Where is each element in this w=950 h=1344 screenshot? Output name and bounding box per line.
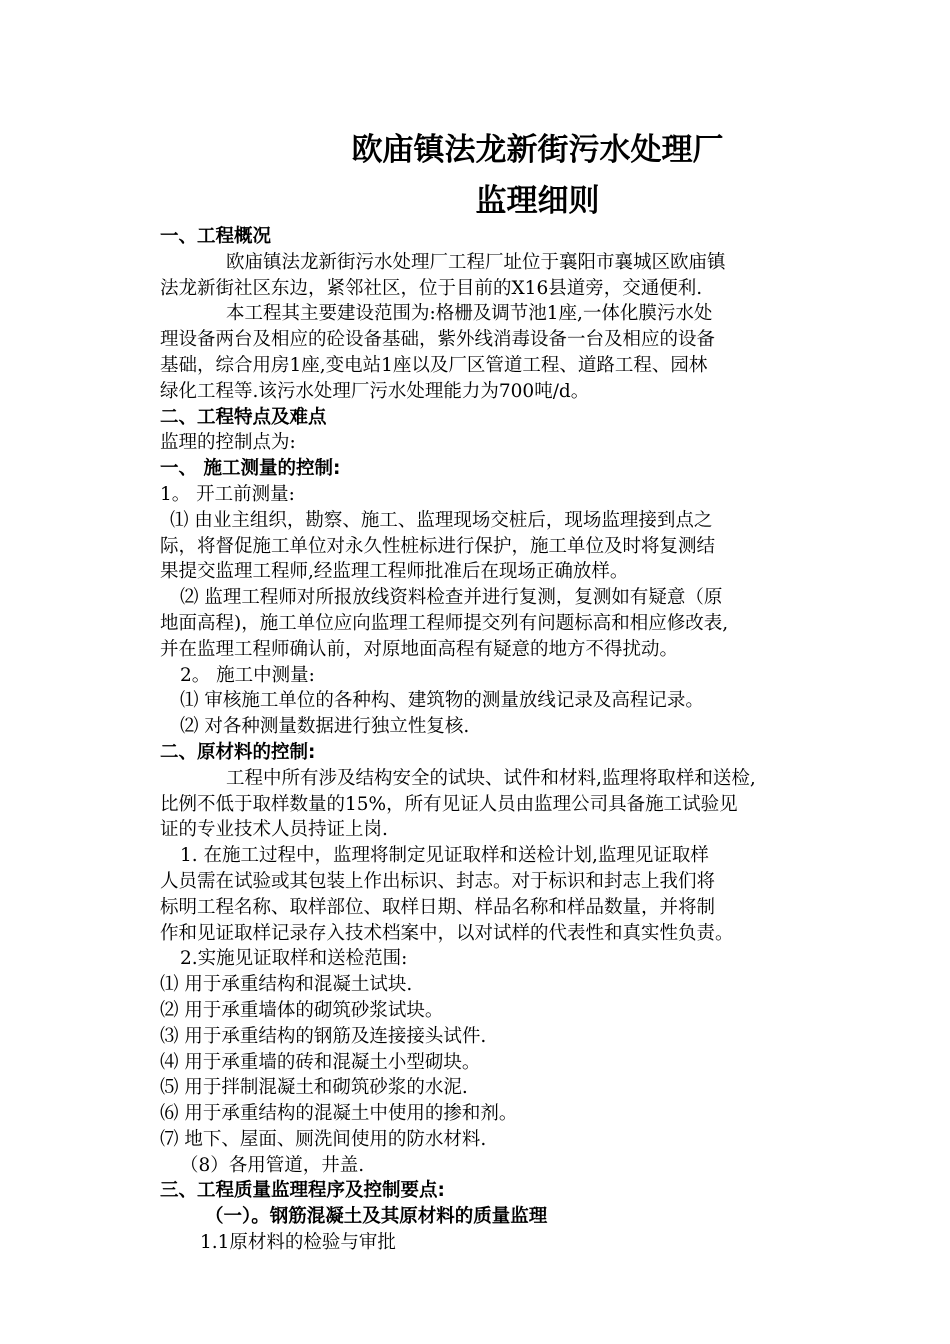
body-line: 2。 施工中测量: bbox=[180, 664, 315, 686]
body-line: 1。 开工前测量: bbox=[160, 483, 295, 505]
body-line: 人员需在试验或其包装上作出标识、封志。对于标识和封志上我们将 bbox=[160, 870, 716, 892]
body-line: 1.1原材料的检验与审批 bbox=[200, 1232, 396, 1254]
body-line: 基础，综合用房1座,变电站1座以及厂区管道工程、道路工程、园林 bbox=[160, 354, 708, 376]
body-line: ⑷ 用于承重墙的砖和混凝土小型砌块。 bbox=[160, 1051, 481, 1073]
body-line: 理设备两台及相应的砼设备基础，紫外线消毒设备一台及相应的设备 bbox=[160, 329, 716, 351]
section-heading: 二、原材料的控制: bbox=[160, 741, 316, 763]
body-line: ⑵ 监理工程师对所报放线资料检查并进行复测，复测如有疑意（原 bbox=[180, 587, 723, 609]
body-line: 工程中所有涉及结构安全的试块、试件和材料,监理将取样和送检, bbox=[226, 767, 756, 789]
body-line: ⑵ 对各种测量数据进行独立性复核. bbox=[180, 716, 470, 738]
section-heading: 二、工程特点及难点 bbox=[160, 406, 327, 428]
body-line: 证的专业技术人员持证上岗. bbox=[160, 819, 388, 841]
body-line: ⑶ 用于承重结构的钢筋及连接接头试件. bbox=[160, 1025, 487, 1047]
body-line: 绿化工程等.该污水处理厂污水处理能力为700吨/d。 bbox=[160, 380, 590, 402]
body-line: 1. 在施工过程中，监理将制定见证取样和送检计划,监理见证取样 bbox=[180, 845, 709, 867]
body-line: 比例不低于取样数量的15%，所有见证人员由监理公司具备施工试验见 bbox=[160, 793, 738, 815]
body-line: 欧庙镇法龙新街污水处理厂工程厂址位于襄阳市襄城区欧庙镇 bbox=[226, 251, 726, 273]
body-line: 作和见证取样记录存入技术档案中，以对试样的代表性和真实性负责。 bbox=[160, 922, 734, 944]
section-heading: 三、工程质量监理程序及控制要点: bbox=[160, 1180, 445, 1202]
body-line: 标明工程名称、取样部位、取样日期、样品名称和样品数量，并将制 bbox=[160, 896, 716, 918]
document-body bbox=[160, 224, 860, 1256]
body-line: ⑺ 地下、屋面、厕洗间使用的防水材料. bbox=[160, 1128, 487, 1150]
body-line: 监理的控制点为: bbox=[160, 432, 296, 454]
body-line: ⑴ 由业主组织，勘察、施工、监理现场交桩后，现场监理接到点之 bbox=[170, 509, 713, 531]
body-line: 际，将督促施工单位对永久性桩标进行保护，施工单位及时将复测结 bbox=[160, 535, 716, 557]
body-line: 法龙新街社区东边，紧邻社区，位于目前的X16县道旁，交通便利. bbox=[160, 277, 703, 299]
section-heading: 一、 施工测量的控制: bbox=[160, 458, 341, 480]
document-title: 欧庙镇法龙新街污水处理厂 bbox=[351, 132, 724, 168]
body-line: 并在监理工程师确认前，对原地面高程有疑意的地方不得扰动。 bbox=[160, 638, 679, 660]
section-heading: （一）。钢筋混凝土及其原材料的质量监理 bbox=[205, 1206, 548, 1228]
document-subtitle: 监理细则 bbox=[475, 183, 600, 219]
body-line: 本工程其主要建设范围为:格栅及调节池1座,一体化膜污水处 bbox=[226, 303, 713, 325]
body-line: ⑴ 审核施工单位的各种构、建筑物的测量放线记录及高程记录。 bbox=[180, 690, 704, 712]
body-line: 果提交监理工程师,经监理工程师批准后在现场正确放样。 bbox=[160, 561, 629, 583]
body-line: 地面高程)，施工单位应向监理工程师提交列有问题标高和相应修改表, bbox=[160, 612, 729, 634]
body-line: ⑵ 用于承重墙体的砌筑砂浆试块。 bbox=[160, 999, 444, 1021]
body-line: ⑴ 用于承重结构和混凝土试块. bbox=[160, 974, 413, 996]
body-line: ⑹ 用于承重结构的混凝土中使用的掺和剂。 bbox=[160, 1103, 518, 1125]
body-line: （8）各用管道，井盖. bbox=[180, 1154, 365, 1176]
section-heading: 一、工程概况 bbox=[160, 226, 272, 247]
body-line: 2.实施见证取样和送检范围: bbox=[180, 948, 408, 970]
body-line: ⑸ 用于拌制混凝土和砌筑砂浆的水泥. bbox=[160, 1077, 468, 1099]
